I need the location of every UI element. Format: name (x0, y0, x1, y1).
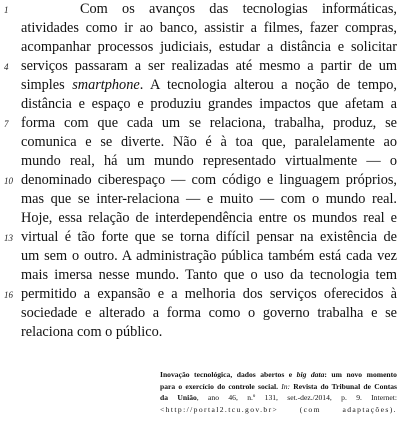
text-segment: simples (21, 77, 73, 93)
text-line: mundo real, há um mundo representado virtualmente — o (21, 153, 397, 169)
line-number: 16 (4, 290, 13, 300)
italic-term: smartphone (72, 77, 140, 93)
text-line: mais imersa nesse mundo. Tanto que o uso da tecnologia tem (21, 267, 397, 283)
line-number: 13 (4, 233, 13, 243)
text-line: comunica e se diverte. Não é à toa que, paralelamente ao (21, 134, 397, 150)
citation-details: , ano 46, n.º 131, set.-dez./2014, p. 9. Internet: (196, 393, 397, 402)
text-line: mas que se inter-relaciona — e muito — com o mundo real. (21, 191, 397, 207)
citation-title: Inovação tecnológica, dados abertos e (160, 370, 297, 379)
text-line: Com os avanços das tecnologias informáticas, (80, 1, 397, 17)
citation-journal: Revista do Tribunal de Contas (293, 381, 397, 391)
line-number: 7 (4, 119, 9, 129)
text-line-with-italic (21, 76, 397, 95)
citation-line (160, 381, 397, 393)
text-segment: . A tecnologia alterou a noção de tempo, (139, 77, 397, 93)
source-citation (160, 369, 397, 415)
text-line: virtual é tão forte que se torna difícil pensar na existência de (21, 229, 397, 245)
line-number: 4 (4, 62, 9, 72)
citation-line (160, 369, 397, 381)
citation-title-italic: big data (296, 370, 325, 379)
citation-title: : um novo momento (324, 370, 397, 379)
citation-line (160, 392, 397, 404)
text-line: acompanhar processos judiciais, estudar a distância e solicitar (21, 39, 397, 55)
text-line: um sem o outro. A administração pública também está cada vez (21, 248, 397, 264)
text-line: atividades como ir ao banco, assistir a filmes, fazer compras, (21, 20, 397, 36)
text-line: serviços passaram a ser realizadas até mesmo a partir de um (21, 58, 397, 74)
text-line: distância e espaço e produziu grandes impactos que afetam a (21, 96, 397, 112)
citation-title: para o exercício do controle social. (160, 381, 279, 391)
text-line: forma com que cada um se relaciona, trabalha, produz, se (21, 115, 397, 131)
citation-url: <http://portal2.tcu.gov.br> (com adaptações). (160, 404, 397, 414)
text-line: relaciona com o público. (21, 324, 163, 340)
citation-in: In: (278, 381, 294, 391)
text-line: Hoje, essa relação de interdependência entre os mundos real e (21, 210, 397, 226)
text-line: sociedade e alterado a forma como o governo trabalha e se (21, 305, 397, 321)
text-line: denominado ciberespaço — com código e linguagem próprios, (21, 172, 397, 188)
line-number: 10 (4, 176, 13, 186)
citation-journal: da União (160, 393, 197, 402)
text-line: permitido a expansão e a melhoria dos serviços oferecidos à (21, 286, 397, 302)
line-number: 1 (4, 5, 9, 15)
